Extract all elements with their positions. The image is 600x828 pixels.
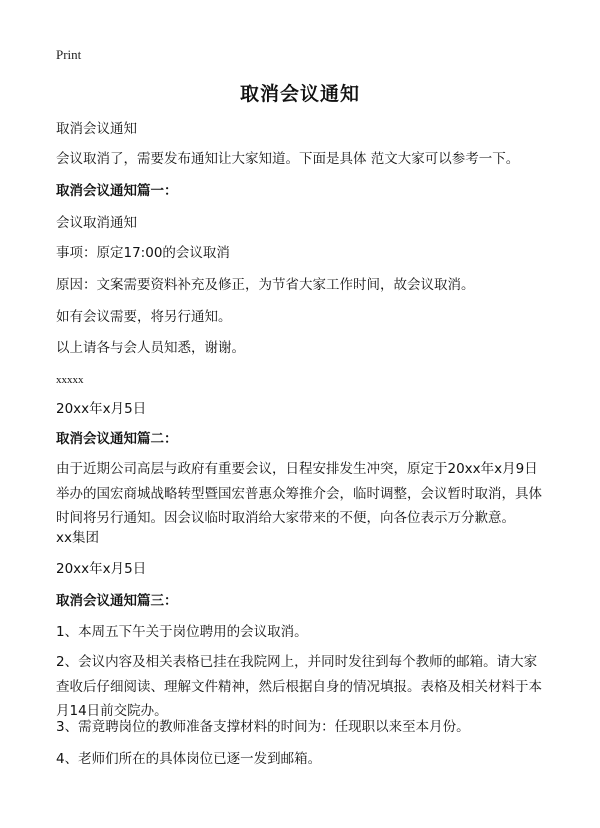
page-title: 取消会议通知 xyxy=(239,83,360,105)
notice-followup-line: 如有会议需要，将另行通知。 xyxy=(56,309,232,325)
notice-closing-line: 以上请各与会人员知悉，谢谢。 xyxy=(56,340,245,356)
print-link[interactable]: Print xyxy=(56,47,82,62)
notice-matter-line: 事项：原定17:00的会议取消 xyxy=(56,245,230,261)
notice-signer: xxxxx xyxy=(56,374,84,386)
notice-reason-line: 原因：文案需要资料补充及修正，为节省大家工作时间，故会议取消。 xyxy=(56,277,475,293)
section-3-item-2: 2、会议内容及相关表格已挂在我院网上，并同时发往到每个教师的邮箱。请大家查收后仔细阅读、理解文件精神，然后根据自身的情况填报。表格及相关材料于本月14日前交院办。 xyxy=(56,654,542,719)
notice-title-line: 会议取消通知 xyxy=(56,215,137,231)
intro-text: 会议取消了，需要发布通知让大家知道。下面是具体 范文大家可以参考一下。 xyxy=(56,151,520,167)
section-3-item-3: 3、需竟聘岗位的教师准备支撑材料的时间为：任现职以来至本月份。 xyxy=(56,719,470,735)
section-heading-1: 取消会议通知篇一： xyxy=(56,183,178,199)
section-2-date: 20xx年x月5日 xyxy=(56,561,147,577)
section-2-paragraph: 由于近期公司高层与政府有重要会议，日程安排发生冲突，原定于20xx年x月9日举办的国宏商城战略转型暨国宏普惠众筹推介会，临时调整，会议暂时取消，具体时间将另行通知。因会议临时取消给大家带来的不便，向各位表示万分歉意。 xyxy=(56,461,542,526)
section-heading-3: 取消会议通知篇三： xyxy=(56,593,178,609)
notice-date: 20xx年x月5日 xyxy=(56,401,147,417)
section-3-item-1: 1、本周五下午关于岗位聘用的会议取消。 xyxy=(56,624,308,640)
section-3-item-4: 4、老师们所在的具体岗位已逐一发到邮箱。 xyxy=(56,751,322,767)
section-heading-2: 取消会议通知篇二： xyxy=(56,431,178,447)
section-2-signer: xx集团 xyxy=(56,530,99,546)
document-subtitle: 取消会议通知 xyxy=(56,121,137,137)
